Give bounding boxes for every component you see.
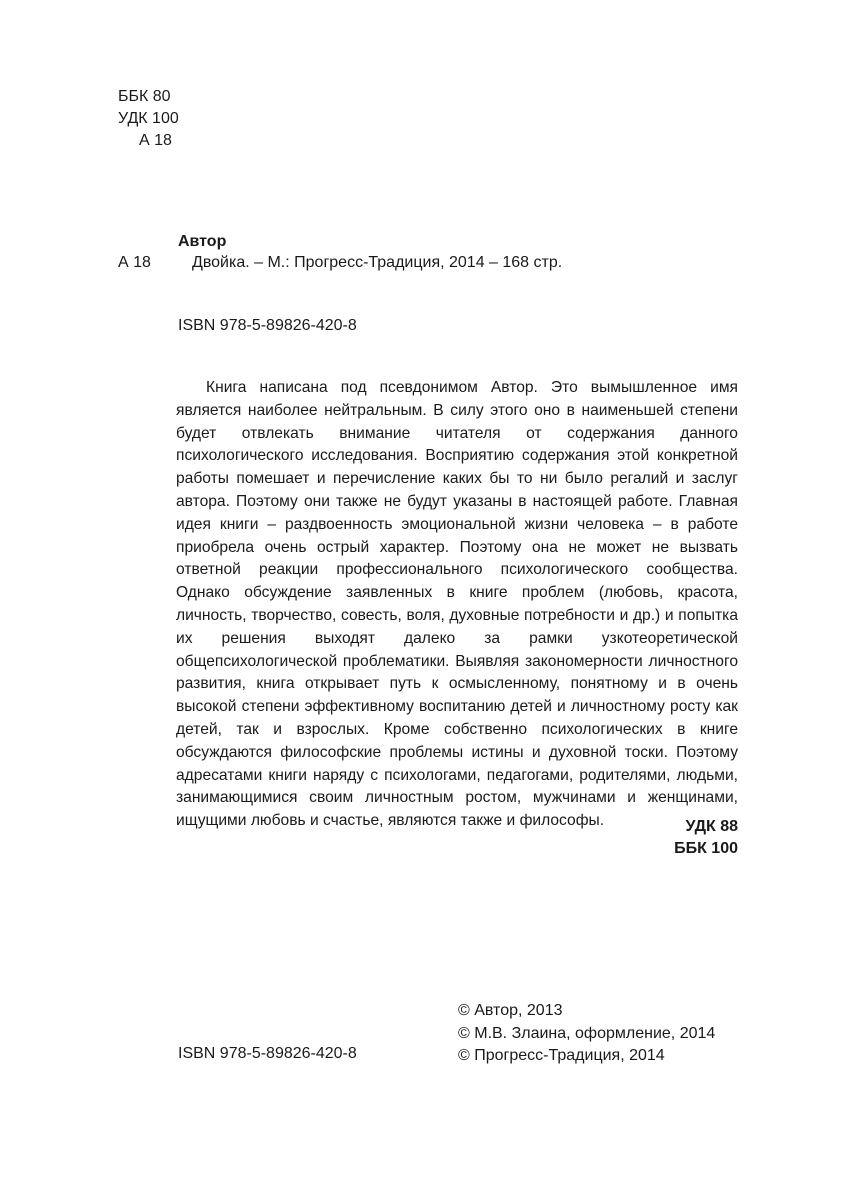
abstract — [176, 377, 738, 833]
author-heading: Автор — [178, 233, 227, 250]
classification-block — [118, 86, 179, 152]
udk-code: УДК 100 — [118, 110, 179, 127]
bbk-code: ББК 80 — [118, 88, 171, 105]
udk-index: УДК 88 — [685, 818, 738, 835]
abstract-paragraph: Книга написана под псевдонимом Автор. Это вымышленное имя является наиболее нейтральным. В силу этого оно в наименьшей степени будет отвлекать внимание читателя от содержания данного психологического исследования. Восприятию содержания этой конкретной работы помешает и перечисление каких бы то ни было регалий и заслуг автора. Поэтому они также не будут указаны в настоящей работе. Главная идея книги – раздвоенность эмоциональной жизни человека – в работе приобрела очень острый характер. Поэтому она не может не вызвать ответной реакции профессионального психологического сообщества. Однако обсуждение заявленных в книге проблем (любовь, красота, личность, творчество, совесть, воля, духовные потребности и др.) и попытка их решения выходят далеко за рамки узкотеоретической общепсихологической проблематики. Выявляя закономерности личностного развития, книга открывает путь к осмысленному, понятному и в очень высокой степени эффективному воспитанию детей и личностному росту как детей, так и взрослых. Кроме собственно психологических в книге обсуждаются философские проблемы истины и духовной тоски. Поэтому адресатами книги наряду с психологами, педагогами, родителями, людьми, занимающимися своим личностным ростом, мужчинами и женщинами, ищущими любовь и счастье, являются также и философы. — [176, 379, 738, 830]
isbn-bottom: ISBN 978-5-89826-420-8 — [178, 1045, 357, 1062]
copyright-line: © Прогресс-Традиция, 2014 — [458, 1047, 665, 1064]
catalog-code: А 18 — [118, 254, 151, 271]
bbk-index: ББК 100 — [674, 840, 738, 857]
author-sign: А 18 — [139, 132, 172, 149]
copyright-line: © Автор, 2013 — [458, 1002, 563, 1019]
copyright-line: © М.В. Злаина, оформление, 2014 — [458, 1024, 716, 1042]
index-codes — [674, 816, 738, 860]
copyright-block — [458, 1000, 715, 1068]
bibliographic-entry: Двойка. – М.: Прогресс-Традиция, 2014 – 168 стр. — [192, 254, 563, 271]
isbn-top: ISBN 978-5-89826-420-8 — [178, 317, 357, 334]
